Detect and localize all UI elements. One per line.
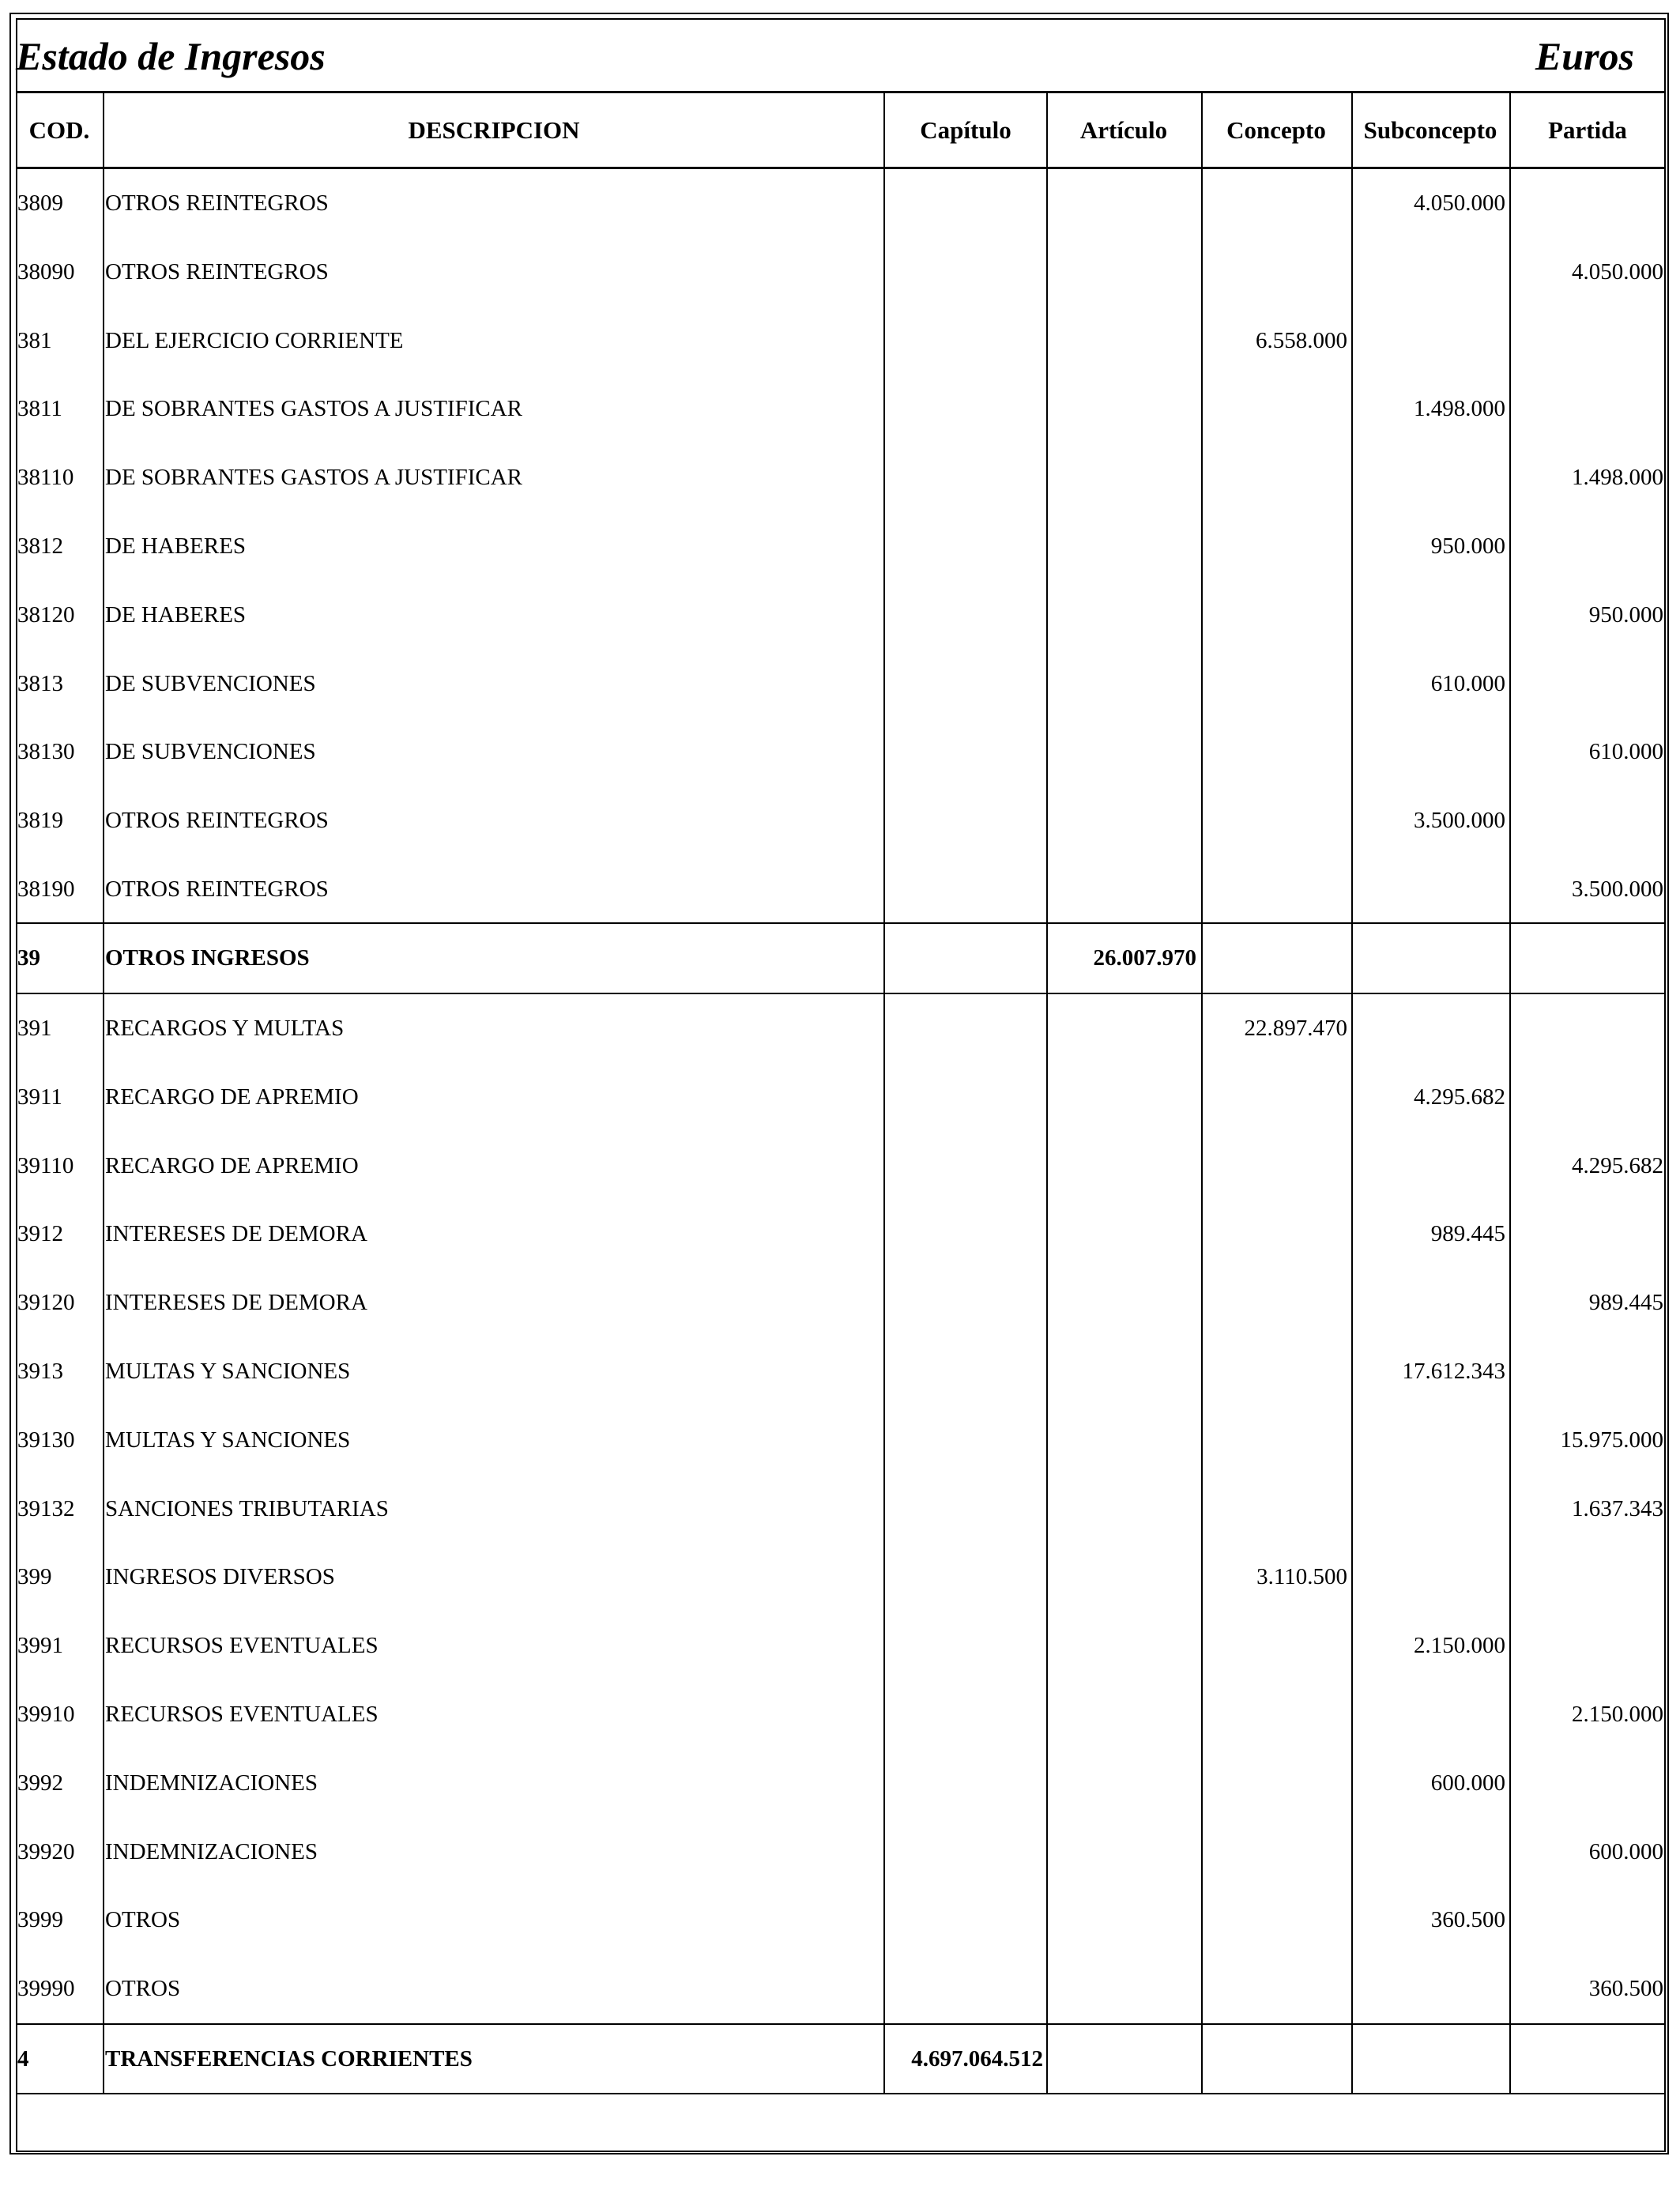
cell-subconcepto: 989.445 [1430, 1221, 1505, 1246]
table-footer [16, 2093, 1666, 2152]
table-row [16, 1680, 1666, 1748]
cell-subconcepto: 4.050.000 [1414, 190, 1505, 216]
currency-label: Euros [1535, 34, 1634, 78]
table-row [16, 1337, 1666, 1405]
cell-descripcion: OTROS [105, 1976, 181, 2001]
cell-partida: 4.295.682 [1572, 1153, 1663, 1178]
cell-partida: 15.975.000 [1560, 1427, 1663, 1453]
column-header-partida: Partida [1548, 116, 1627, 144]
title-bar [16, 18, 1666, 93]
cell-cod: 3811 [17, 396, 62, 421]
table-row [16, 1475, 1666, 1543]
cell-cod: 381 [17, 328, 52, 353]
cell-descripcion: RECURSOS EVENTUALES [105, 1702, 379, 1727]
cell-subconcepto: 3.500.000 [1414, 808, 1505, 833]
cell-cod: 3813 [17, 671, 63, 696]
cell-cod: 399 [17, 1564, 52, 1589]
table-row [16, 443, 1666, 511]
cell-descripcion: OTROS REINTEGROS [105, 190, 329, 216]
column-header-cod: COD. [28, 116, 90, 144]
table-row [16, 650, 1666, 718]
cell-descripcion: INDEMNIZACIONES [105, 1770, 318, 1796]
cell-descripcion: DE SOBRANTES GASTOS A JUSTIFICAR [105, 465, 523, 490]
table-row [16, 375, 1666, 443]
cell-descripcion: OTROS [105, 1907, 181, 1932]
table-row [16, 1818, 1666, 1886]
column-header-capitulo: Capítulo [920, 116, 1011, 144]
cell-descripcion: MULTAS Y SANCIONES [105, 1359, 351, 1384]
cell-descripcion: MULTAS Y SANCIONES [105, 1427, 351, 1453]
cell-cod: 391 [17, 1016, 52, 1041]
cell-cod: 38190 [17, 876, 75, 902]
cell-descripcion: DEL EJERCICIO CORRIENTE [105, 328, 404, 353]
column-header-subconcepto: Subconcepto [1363, 116, 1497, 144]
table-row [16, 1886, 1666, 1954]
cell-cod: 3992 [17, 1770, 63, 1796]
cell-descripcion: INGRESOS DIVERSOS [105, 1564, 335, 1589]
cell-capitulo: 4.697.064.512 [911, 2046, 1043, 2071]
cell-descripcion: RECURSOS EVENTUALES [105, 1633, 379, 1658]
cell-cod: 39990 [17, 1976, 75, 2001]
cell-subconcepto: 600.000 [1430, 1770, 1505, 1796]
cell-descripcion: DE HABERES [105, 602, 247, 628]
table-row [16, 1955, 1666, 2022]
table-row [16, 1406, 1666, 1474]
cell-cod: 3911 [17, 1084, 62, 1110]
cell-concepto: 22.897.470 [1244, 1016, 1347, 1041]
cell-descripcion: DE SOBRANTES GASTOS A JUSTIFICAR [105, 396, 523, 421]
cell-descripcion: OTROS REINTEGROS [105, 259, 329, 285]
cell-descripcion: SANCIONES TRIBUTARIAS [105, 1496, 389, 1521]
table-row [16, 718, 1666, 786]
cell-cod: 39920 [17, 1839, 75, 1864]
cell-descripcion: OTROS REINTEGROS [105, 876, 329, 902]
cell-subconcepto: 1.498.000 [1414, 396, 1505, 421]
cell-descripcion: RECARGO DE APREMIO [105, 1153, 359, 1178]
cell-cod: 3991 [17, 1633, 63, 1658]
cell-partida: 2.150.000 [1572, 1702, 1663, 1727]
table-row [16, 1543, 1666, 1611]
column-header-descripcion: DESCRIPCION [408, 116, 580, 144]
cell-descripcion: RECARGOS Y MULTAS [105, 1016, 345, 1041]
cell-concepto: 3.110.500 [1256, 1564, 1347, 1589]
cell-cod: 39910 [17, 1702, 75, 1727]
cell-subconcepto: 17.612.343 [1402, 1359, 1505, 1384]
table-row [16, 1612, 1666, 1679]
cell-cod: 4 [17, 2046, 29, 2071]
cell-cod: 38090 [17, 259, 75, 285]
cell-partida: 610.000 [1588, 739, 1663, 764]
cell-descripcion: RECARGO DE APREMIO [105, 1084, 359, 1110]
cell-cod: 3912 [17, 1221, 63, 1246]
cell-partida: 950.000 [1588, 602, 1663, 628]
column-header-concepto: Concepto [1226, 116, 1326, 144]
cell-partida: 360.500 [1588, 1976, 1663, 2001]
cell-descripcion: OTROS INGRESOS [105, 945, 310, 971]
table-row [16, 786, 1666, 854]
cell-cod: 39110 [17, 1153, 74, 1178]
cell-cod: 39130 [17, 1427, 75, 1453]
table-row [16, 1200, 1666, 1268]
table-row [16, 855, 1666, 923]
cell-descripcion: TRANSFERENCIAS CORRIENTES [105, 2046, 473, 2071]
cell-cod: 3819 [17, 808, 63, 833]
cell-descripcion: INTERESES DE DEMORA [105, 1221, 367, 1246]
table-row [16, 1063, 1666, 1131]
table-row [16, 238, 1666, 306]
page-title: Estado de Ingresos [16, 34, 326, 78]
cell-cod: 39132 [17, 1496, 75, 1521]
cell-partida: 1.637.343 [1572, 1496, 1663, 1521]
cell-partida: 600.000 [1588, 1839, 1663, 1864]
cell-subconcepto: 360.500 [1430, 1907, 1505, 1932]
cell-partida: 989.445 [1588, 1290, 1663, 1315]
table-row [16, 1132, 1666, 1200]
cell-cod: 39 [17, 945, 40, 971]
table-row [16, 512, 1666, 580]
section-row [16, 924, 1666, 992]
cell-cod: 3913 [17, 1359, 63, 1384]
cell-cod: 3999 [17, 1907, 63, 1932]
cell-articulo: 26.007.970 [1093, 945, 1196, 971]
cell-cod: 38120 [17, 602, 75, 628]
section-row [16, 2025, 1666, 2093]
table-row [16, 994, 1666, 1062]
cell-subconcepto: 4.295.682 [1414, 1084, 1505, 1110]
cell-descripcion: DE HABERES [105, 533, 247, 559]
cell-descripcion: INTERESES DE DEMORA [105, 1290, 367, 1315]
table-row [16, 1749, 1666, 1817]
cell-subconcepto: 610.000 [1430, 671, 1505, 696]
cell-partida: 1.498.000 [1572, 465, 1663, 490]
cell-descripcion: INDEMNIZACIONES [105, 1839, 318, 1864]
table-row [16, 581, 1666, 649]
table-header [16, 93, 1666, 169]
cell-subconcepto: 950.000 [1430, 533, 1505, 559]
cell-descripcion: OTROS REINTEGROS [105, 808, 329, 833]
cell-cod: 38130 [17, 739, 75, 764]
cell-concepto: 6.558.000 [1256, 328, 1347, 353]
cell-descripcion: DE SUBVENCIONES [105, 671, 316, 696]
column-header-articulo: Artículo [1079, 116, 1168, 144]
cell-cod: 3809 [17, 190, 63, 216]
table-row [16, 307, 1666, 375]
cell-descripcion: DE SUBVENCIONES [105, 739, 316, 764]
cell-subconcepto: 2.150.000 [1414, 1633, 1505, 1658]
cell-partida: 3.500.000 [1572, 876, 1663, 902]
cell-cod: 39120 [17, 1290, 75, 1315]
cell-cod: 38110 [17, 465, 74, 490]
table-row [16, 1269, 1666, 1336]
table-row [16, 169, 1666, 237]
cell-cod: 3812 [17, 533, 63, 559]
cell-partida: 4.050.000 [1572, 259, 1663, 285]
